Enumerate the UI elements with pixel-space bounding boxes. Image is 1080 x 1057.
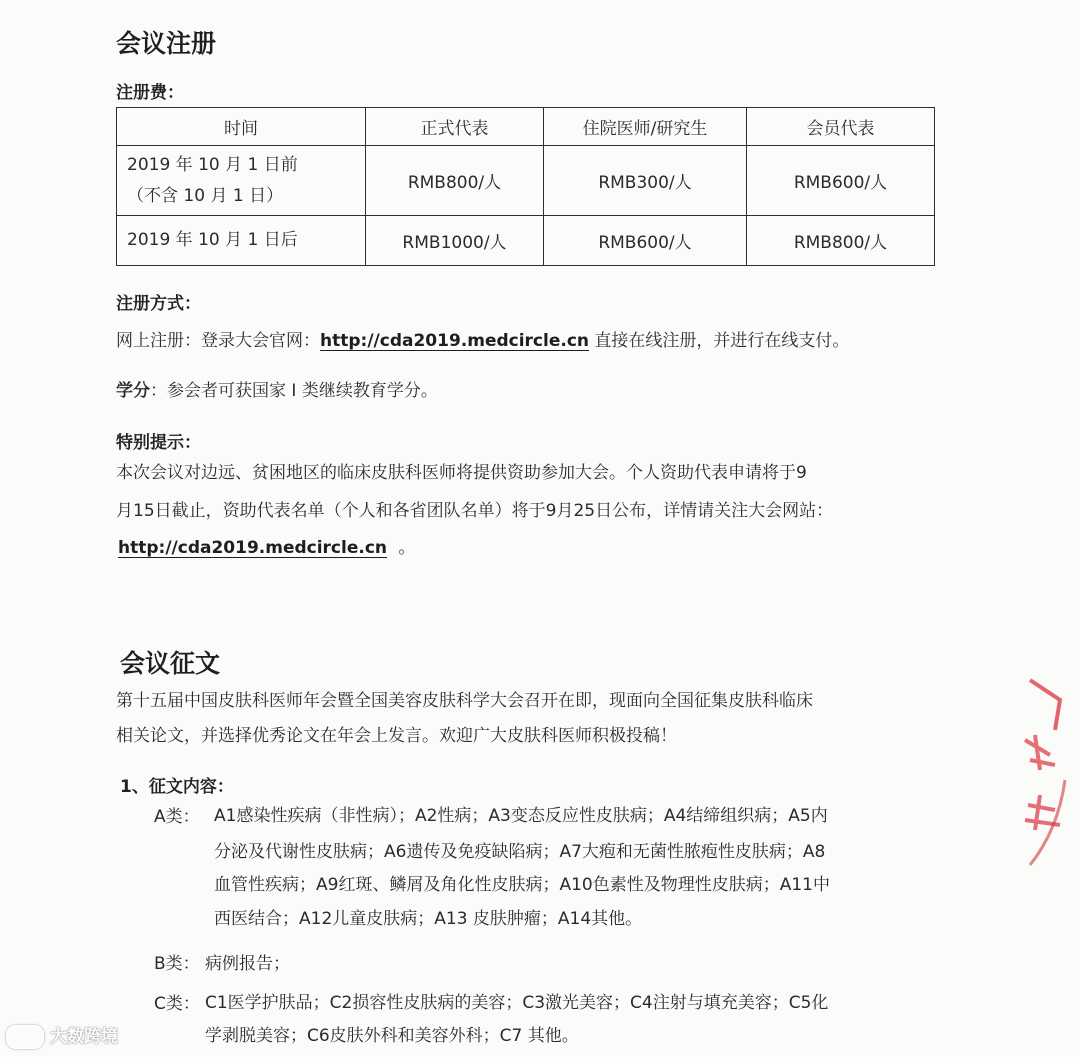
credit-text: ：参会者可获国家 I 类继续教育学分。 [150,381,438,401]
credit-label: 学分 [116,381,150,401]
header-time: 时间 [117,108,366,146]
official-site-link[interactable]: http://cda2019.medcircle.cn [320,331,590,351]
a-line-1: A1感染性疾病（非性病）；A2性病；A3变态反应性皮肤病；A4结缔组织病；A5内 [214,806,828,826]
row1-time-line2: （不含 10 月 1 日） [127,185,284,206]
b-label: B类： [154,954,200,974]
a-line-4: 西医结合；A12儿童皮肤病；A13 皮肤肿瘤；A14其他。 [214,909,643,929]
online-registration-line [116,330,849,352]
fee-table-header-row [117,108,935,146]
row2-time: 2019 年 10 月 1 日后 [117,216,366,266]
row1-resident: RMB300/人 [544,146,747,216]
method-label: 注册方式： [116,294,201,314]
row1-formal: RMB800/人 [366,146,544,216]
row1-time-line1: 2019 年 10 月 1 日前 [127,154,298,175]
row2-member: RMB800/人 [747,216,935,266]
notice-line-2: 月15日截止，资助代表名单（个人和各省团队名单）将于9月25日公布，详情请关注大会网站： [116,501,834,521]
row2-resident: RMB600/人 [544,216,747,266]
row1-member: RMB600/人 [747,146,935,216]
notice-label: 特别提示： [116,433,201,453]
registration-title: 会议注册 [116,29,217,58]
table-row [117,216,935,266]
fee-label: 注册费： [116,83,184,103]
row2-formal: RMB1000/人 [366,216,544,266]
header-member: 会员代表 [747,108,935,146]
notice-site-link[interactable]: http://cda2019.medcircle.cn [118,538,388,558]
header-resident: 住院医师/研究生 [544,108,747,146]
credit-line [116,380,438,402]
c-label: C类： [154,994,200,1014]
table-row [117,146,935,216]
watermark-text: 大数跨境 [50,1027,118,1047]
call-for-papers-title: 会议征文 [120,649,221,678]
c-line-1: C1医学护肤品；C2损容性皮肤病的美容；C3激光美容；C4注射与填充美容；C5化 [205,993,829,1013]
a-line-2: 分泌及代谢性皮肤病；A6遗传及免疫缺陷病；A7大疱和无菌性脓疱性皮肤病；A8 [214,842,826,862]
online-prefix: 网上注册：登录大会官网： [116,331,320,351]
fee-table [116,107,935,266]
a-line-3: 血管性疾病；A9红斑、鳞屑及角化性皮肤病；A10色素性及物理性皮肤病；A11中 [214,875,830,895]
c-line-2: 学剥脱美容；C6皮肤外科和美容外科；C7 其他。 [205,1026,579,1046]
intro-line-1: 第十五届中国皮肤科医师年会暨全国美容皮肤科学大会召开在即，现面向全国征集皮肤科临床 [116,691,813,711]
b-text: 病例报告； [205,954,290,974]
notice-line-3 [118,537,415,559]
notice-line-1: 本次会议对边远、贫困地区的临床皮肤科医师将提供资助参加大会。个人资助代表申请将于9 [116,463,807,483]
intro-line-2: 相关论文，并选择优秀论文在年会上发言。欢迎广大皮肤科医师积极投稿！ [116,726,677,746]
online-suffix: 直接在线注册，并进行在线支付。 [594,331,850,351]
row1-time [117,146,366,216]
a-label: A类： [154,807,200,827]
section1-title: 1、征文内容： [120,777,234,797]
red-stamp-icon [1010,670,1078,870]
watermark [6,1022,118,1049]
logo-bubble-icon [6,1025,44,1049]
header-formal: 正式代表 [366,108,544,146]
notice-end: 。 [398,538,416,558]
